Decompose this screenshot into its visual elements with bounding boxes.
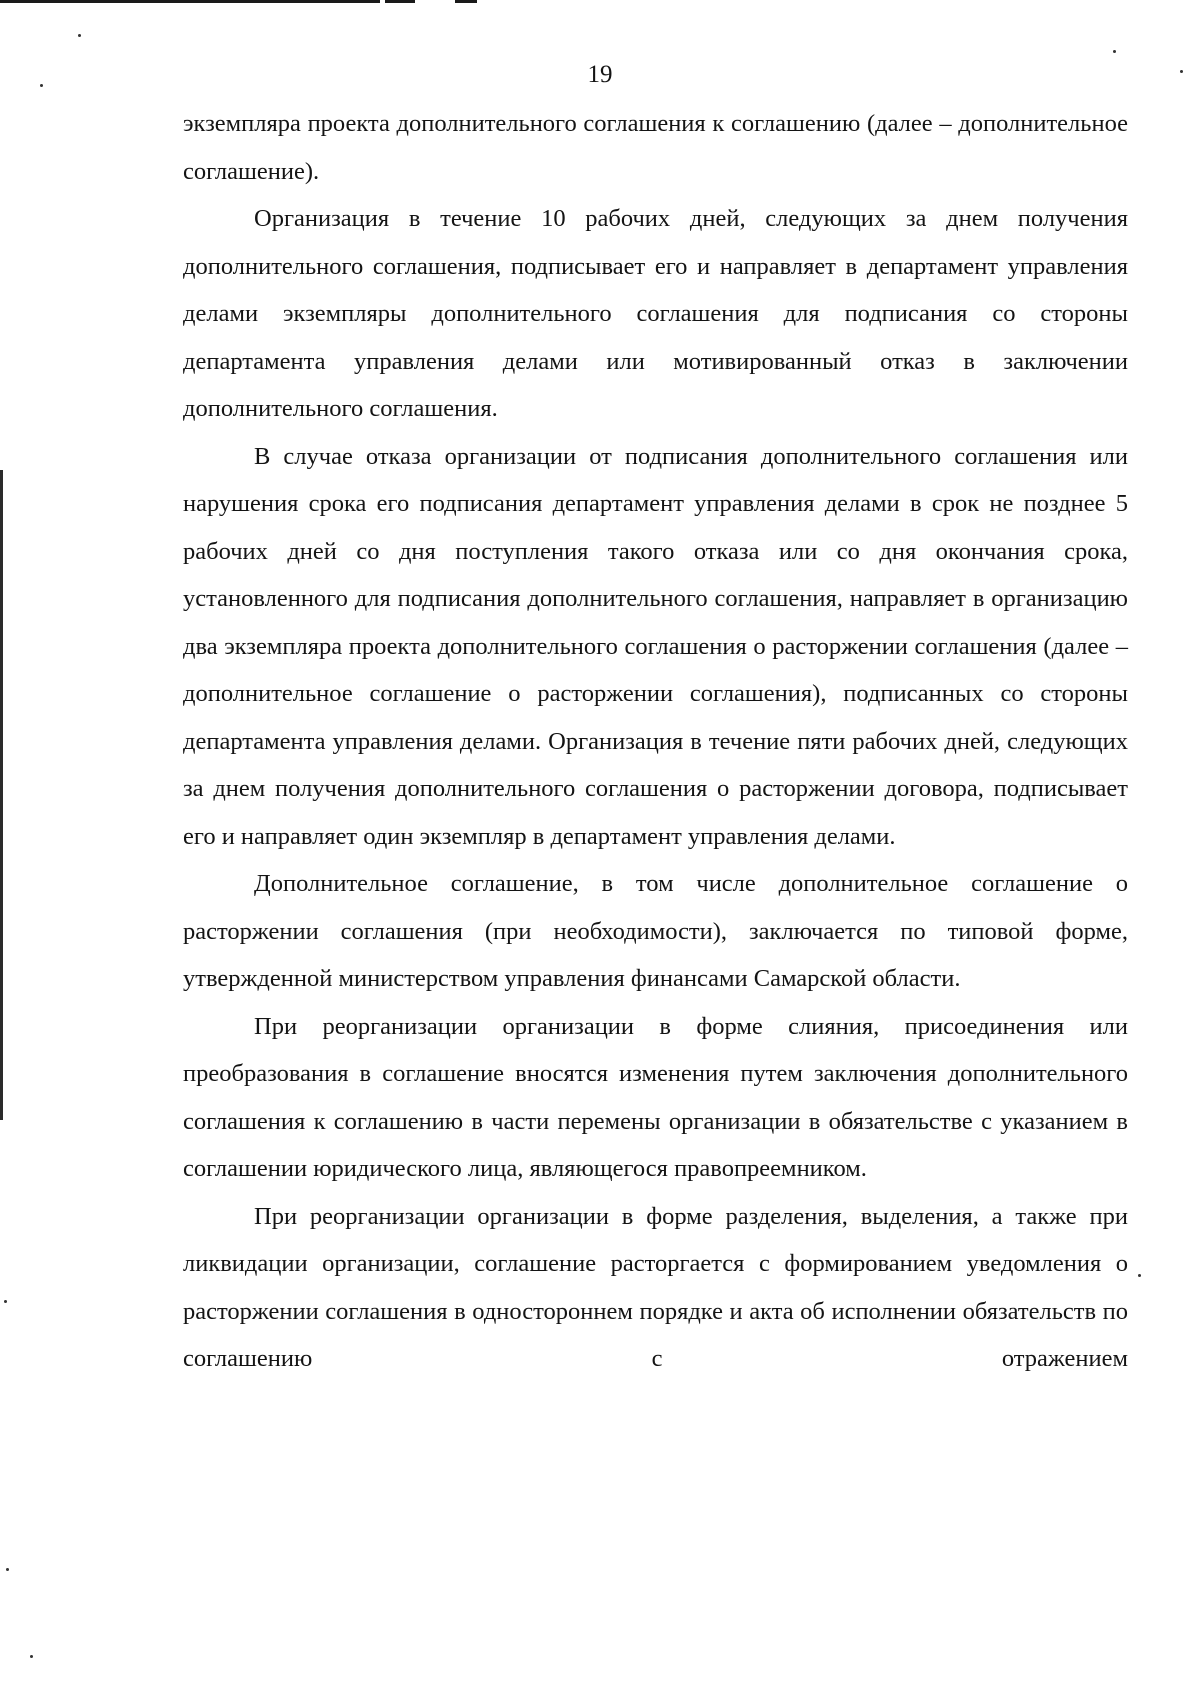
paragraph: При реорганизации организации в форме разделения, выделения, а также при ликвидации организации, соглашение расторгается с формированием уведомления о расторжении соглашения в одностороннем порядке и акта об исполнении обязательств по соглашению с отражением: [183, 1202, 1128, 1372]
paragraph: При реорганизации организации в форме слияния, присоединения или преобразования в соглашение вносятся изменения путем заключения дополнительного соглашения к соглашению в части перемены организации в обязательстве с указанием в соглашении юридического лица, являющегося правопреемником.: [183, 1012, 1128, 1182]
page-number: 19: [587, 61, 613, 88]
paragraph: экземпляра проекта дополнительного соглашения к соглашению (далее – дополнительное соглашение).: [183, 110, 1128, 185]
scan-edge-line: [385, 0, 415, 3]
scan-speck: [1113, 50, 1116, 53]
scan-speck: [6, 1568, 9, 1571]
scan-edge-line: [0, 0, 380, 3]
paragraph: В случае отказа организации от подписания дополнительного соглашения или нарушения срока его подписания департамент управления делами в срок не позднее 5 рабочих дней со дня поступления такого отказа или со дня окончания срока, установленного для подписания дополнительного соглашения, направляет в организацию два экземпляра проекта дополнительного соглашения о расторжении соглашения (далее – дополнительное соглашение о расторжении соглашения), подписанных со стороны департамента управления делами. Организация в течение пяти рабочих дней, следующих за днем получения дополнительного соглашения о расторжении договора, подписывает его и направляет один экземпляр в департамент управления делами.: [183, 442, 1128, 850]
scan-left-edge: [0, 470, 3, 1120]
paragraph: Дополнительное соглашение, в том числе дополнительное соглашение о расторжении соглашения (при необходимости), заключается по типовой форме, утвержденной министерством управления финансами Самарской области.: [183, 870, 1128, 992]
paragraph: Организация в течение 10 рабочих дней, следующих за днем получения дополнительного соглашения, подписывает его и направляет в департамент управления делами экземпляры дополнительного соглашения для подписания со стороны департамента управления делами или мотивированный отказ в заключении дополнительного соглашения.: [183, 205, 1128, 422]
scan-edge-line: [455, 0, 477, 3]
scan-speck: [78, 34, 81, 37]
scan-speck: [1138, 1274, 1141, 1277]
document-body: [183, 100, 1128, 1383]
scan-speck: [4, 1300, 7, 1303]
scan-speck: [30, 1655, 33, 1658]
